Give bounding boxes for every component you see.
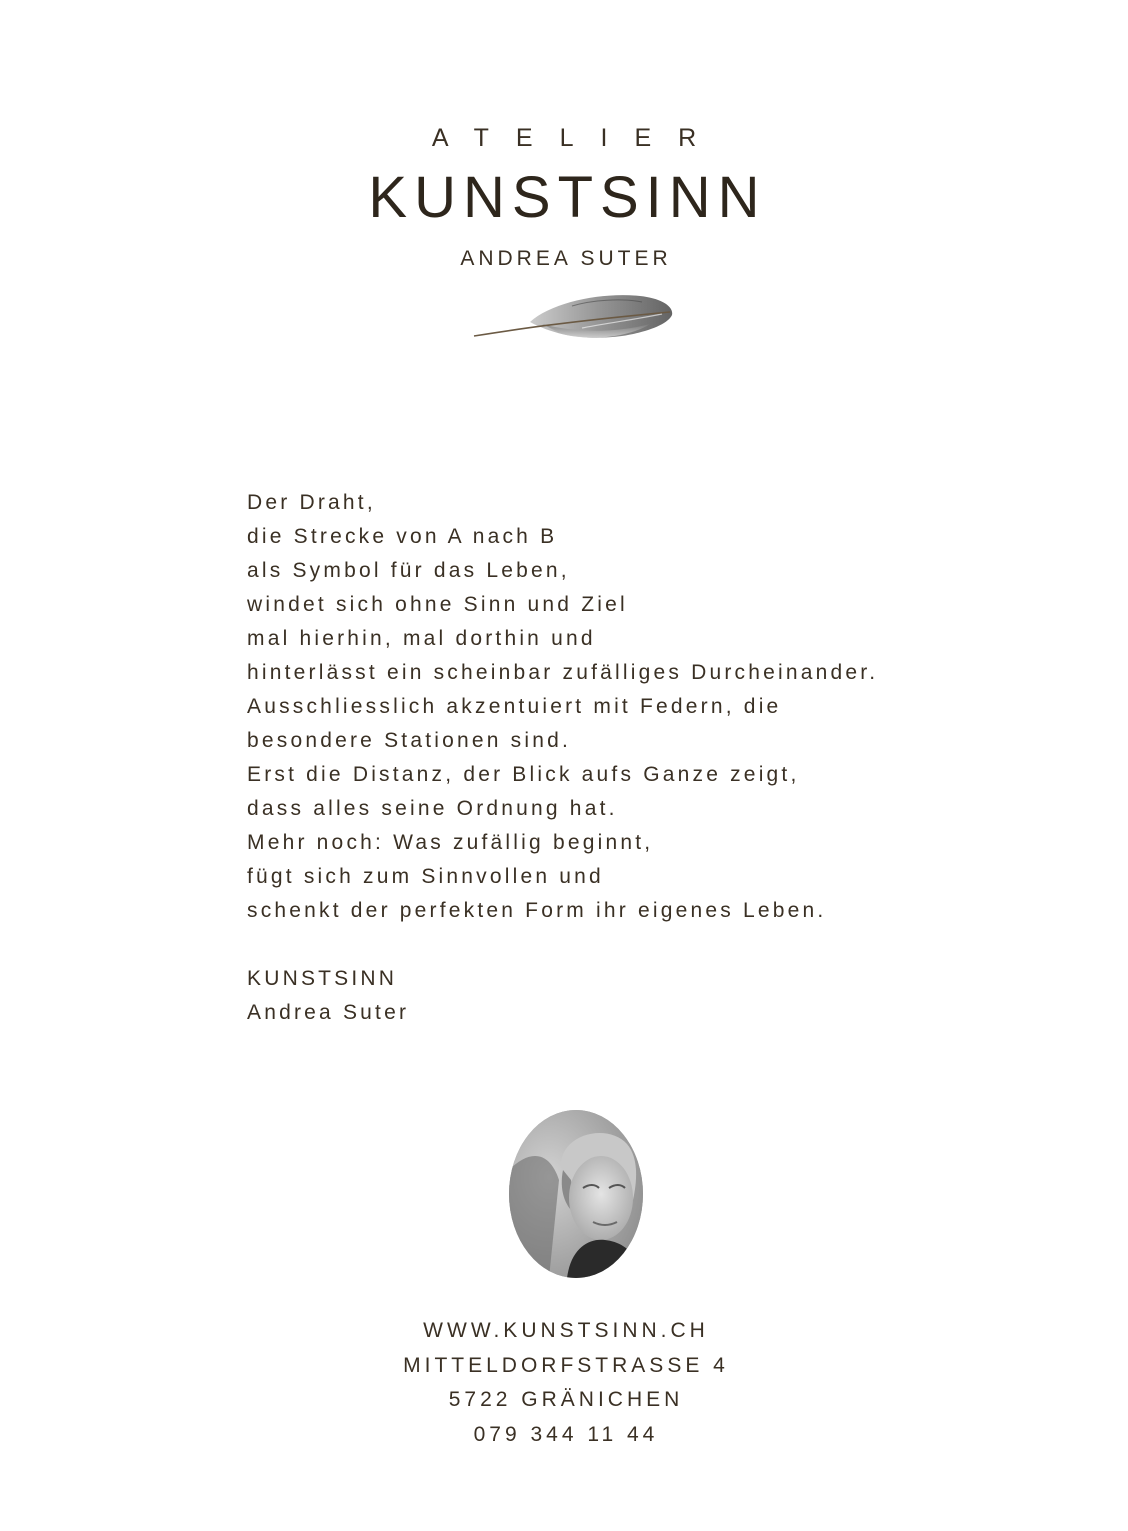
poem-line: windet sich ohne Sinn und Ziel bbox=[247, 593, 628, 616]
poem-line: Mehr noch: Was zufällig beginnt, bbox=[247, 831, 654, 854]
portrait-photo bbox=[509, 1110, 643, 1278]
poem-line: Ausschliesslich akzentuiert mit Federn, die bbox=[247, 695, 782, 718]
signature-name: Andrea Suter bbox=[247, 1001, 410, 1024]
feather-icon bbox=[472, 288, 678, 344]
poem-spacer bbox=[247, 928, 1047, 962]
poem-line: die Strecke von A nach B bbox=[247, 525, 558, 548]
phone-number[interactable]: 079 344 11 44 bbox=[473, 1422, 659, 1446]
poem-line: mal hierhin, mal dorthin und bbox=[247, 627, 596, 650]
poem-line: besondere Stationen sind. bbox=[247, 729, 572, 752]
street-address: MITTELDORFSTRASSE 4 bbox=[403, 1353, 729, 1377]
poem-line: Erst die Distanz, der Blick aufs Ganze zeigt, bbox=[247, 763, 800, 786]
poem-line: dass alles seine Ordnung hat. bbox=[247, 797, 618, 820]
poem-line: hinterlässt ein scheinbar zufälliges Durcheinander. bbox=[247, 661, 879, 684]
contact-block bbox=[0, 1314, 1128, 1452]
poem-line: als Symbol für das Leben, bbox=[247, 559, 570, 582]
brand-title: KUNSTSINN bbox=[368, 165, 767, 230]
website-link[interactable]: WWW.KUNSTSINN.CH bbox=[423, 1319, 709, 1342]
owner-name: ANDREA SUTER bbox=[460, 247, 672, 270]
poem-line: schenkt der perfekten Form ihr eigenes Leben. bbox=[247, 899, 827, 922]
poem-text bbox=[247, 486, 1047, 1030]
atelier-label: ATELIER bbox=[431, 124, 724, 152]
city-address: 5722 GRÄNICHEN bbox=[448, 1388, 684, 1411]
poem-line: Der Draht, bbox=[247, 491, 376, 514]
poem-line: fügt sich zum Sinnvollen und bbox=[247, 865, 604, 888]
signature-brand: KUNSTSINN bbox=[247, 967, 398, 990]
